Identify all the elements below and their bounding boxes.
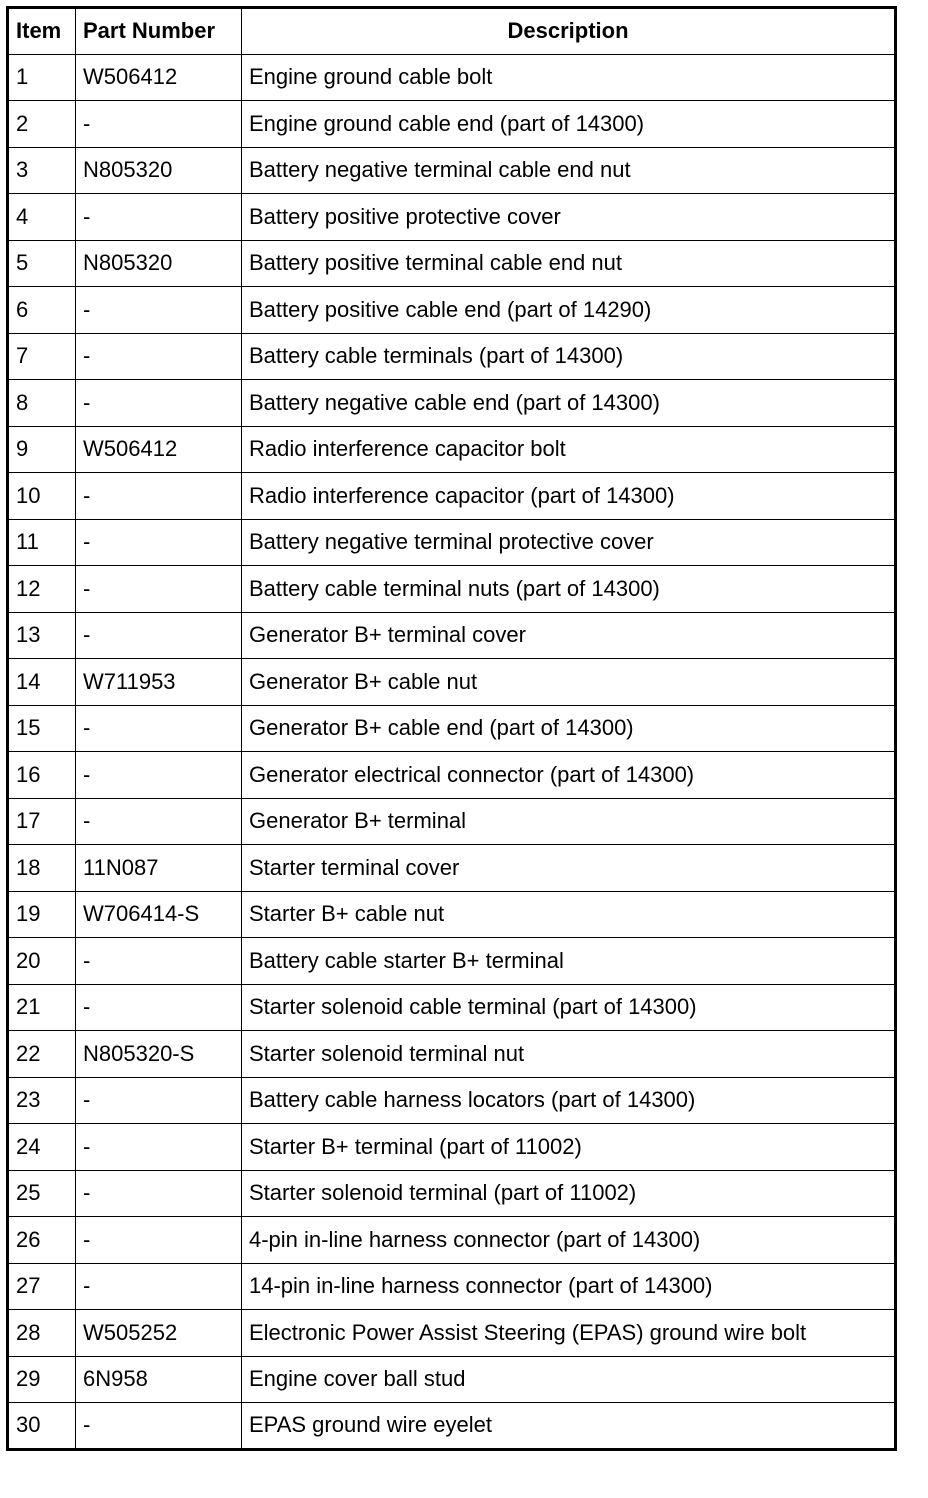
item-cell: 6: [8, 287, 76, 334]
part-number-cell: -: [76, 101, 242, 148]
table-row: [8, 380, 896, 427]
table-row: [8, 752, 896, 799]
table-row: [8, 1356, 896, 1403]
part-number-column-header: Part Number: [76, 8, 242, 55]
part-number-cell: N805320: [76, 147, 242, 194]
table-row: [8, 1403, 896, 1450]
item-cell: 1: [8, 54, 76, 101]
description-cell: 4-pin in-line harness connector (part of 14300): [242, 1217, 896, 1264]
description-cell: Radio interference capacitor (part of 14300): [242, 473, 896, 520]
table-row: [8, 1031, 896, 1078]
part-number-cell: -: [76, 1263, 242, 1310]
item-cell: 24: [8, 1124, 76, 1171]
part-number-cell: -: [76, 473, 242, 520]
item-cell: 17: [8, 798, 76, 845]
table-row: [8, 705, 896, 752]
description-cell: Starter B+ terminal (part of 11002): [242, 1124, 896, 1171]
table-row: [8, 566, 896, 613]
table-row: [8, 938, 896, 985]
description-cell: Battery negative cable end (part of 14300): [242, 380, 896, 427]
table-row: [8, 1124, 896, 1171]
item-cell: 12: [8, 566, 76, 613]
description-cell: Starter B+ cable nut: [242, 891, 896, 938]
item-cell: 21: [8, 984, 76, 1031]
description-column-header: Description: [242, 8, 896, 55]
description-cell: Engine ground cable bolt: [242, 54, 896, 101]
part-number-cell: -: [76, 333, 242, 380]
part-number-cell: -: [76, 752, 242, 799]
table-row: [8, 1310, 896, 1357]
part-number-cell: -: [76, 1217, 242, 1264]
part-number-cell: -: [76, 380, 242, 427]
item-cell: 16: [8, 752, 76, 799]
description-cell: Battery cable terminals (part of 14300): [242, 333, 896, 380]
description-cell: Generator B+ cable nut: [242, 659, 896, 706]
table-row: [8, 659, 896, 706]
item-cell: 19: [8, 891, 76, 938]
item-cell: 25: [8, 1170, 76, 1217]
part-number-cell: -: [76, 1077, 242, 1124]
description-cell: EPAS ground wire eyelet: [242, 1403, 896, 1450]
item-cell: 29: [8, 1356, 76, 1403]
header-row: [8, 8, 896, 55]
item-cell: 11: [8, 519, 76, 566]
item-cell: 23: [8, 1077, 76, 1124]
description-cell: Radio interference capacitor bolt: [242, 426, 896, 473]
description-cell: Electronic Power Assist Steering (EPAS) ground wire bolt: [242, 1310, 896, 1357]
table-row: [8, 1170, 896, 1217]
item-cell: 9: [8, 426, 76, 473]
part-number-cell: 6N958: [76, 1356, 242, 1403]
part-number-cell: W506412: [76, 426, 242, 473]
part-number-cell: N805320: [76, 240, 242, 287]
description-cell: Starter solenoid terminal (part of 11002): [242, 1170, 896, 1217]
table-row: [8, 473, 896, 520]
description-cell: Generator B+ terminal cover: [242, 612, 896, 659]
table-row: [8, 101, 896, 148]
part-number-cell: -: [76, 1124, 242, 1171]
item-column-header: Item: [8, 8, 76, 55]
part-number-cell: -: [76, 194, 242, 241]
item-cell: 4: [8, 194, 76, 241]
part-number-cell: 11N087: [76, 845, 242, 892]
item-cell: 2: [8, 101, 76, 148]
description-cell: Battery positive terminal cable end nut: [242, 240, 896, 287]
description-cell: Battery cable harness locators (part of 14300): [242, 1077, 896, 1124]
item-cell: 5: [8, 240, 76, 287]
description-cell: Battery positive cable end (part of 14290): [242, 287, 896, 334]
item-cell: 13: [8, 612, 76, 659]
item-cell: 20: [8, 938, 76, 985]
item-cell: 18: [8, 845, 76, 892]
part-number-cell: -: [76, 566, 242, 613]
table-body: [8, 54, 896, 1449]
item-cell: 8: [8, 380, 76, 427]
table-row: [8, 1217, 896, 1264]
table-row: [8, 612, 896, 659]
table-row: [8, 333, 896, 380]
part-number-cell: -: [76, 519, 242, 566]
part-number-cell: W505252: [76, 1310, 242, 1357]
item-cell: 30: [8, 1403, 76, 1450]
item-cell: 26: [8, 1217, 76, 1264]
parts-table: [6, 6, 897, 1451]
part-number-cell: W711953: [76, 659, 242, 706]
table-row: [8, 426, 896, 473]
description-cell: Battery negative terminal cable end nut: [242, 147, 896, 194]
part-number-cell: -: [76, 612, 242, 659]
table-row: [8, 845, 896, 892]
table-row: [8, 891, 896, 938]
item-cell: 3: [8, 147, 76, 194]
part-number-cell: -: [76, 1170, 242, 1217]
part-number-cell: N805320-S: [76, 1031, 242, 1078]
table-row: [8, 240, 896, 287]
description-cell: Generator B+ terminal: [242, 798, 896, 845]
part-number-cell: W506412: [76, 54, 242, 101]
description-cell: Battery cable terminal nuts (part of 14300): [242, 566, 896, 613]
description-cell: Engine cover ball stud: [242, 1356, 896, 1403]
description-cell: Engine ground cable end (part of 14300): [242, 101, 896, 148]
part-number-cell: -: [76, 705, 242, 752]
item-cell: 10: [8, 473, 76, 520]
description-cell: Starter solenoid cable terminal (part of 14300): [242, 984, 896, 1031]
table-row: [8, 1077, 896, 1124]
table-row: [8, 984, 896, 1031]
description-cell: Battery positive protective cover: [242, 194, 896, 241]
description-cell: Generator B+ cable end (part of 14300): [242, 705, 896, 752]
table-row: [8, 54, 896, 101]
table-header: [8, 8, 896, 55]
part-number-cell: -: [76, 984, 242, 1031]
item-cell: 28: [8, 1310, 76, 1357]
table-row: [8, 147, 896, 194]
description-cell: Generator electrical connector (part of 14300): [242, 752, 896, 799]
part-number-cell: -: [76, 287, 242, 334]
description-cell: 14-pin in-line harness connector (part of 14300): [242, 1263, 896, 1310]
part-number-cell: W706414-S: [76, 891, 242, 938]
table-row: [8, 287, 896, 334]
description-cell: Battery negative terminal protective cover: [242, 519, 896, 566]
table-row: [8, 519, 896, 566]
description-cell: Starter solenoid terminal nut: [242, 1031, 896, 1078]
description-cell: Starter terminal cover: [242, 845, 896, 892]
part-number-cell: -: [76, 798, 242, 845]
item-cell: 22: [8, 1031, 76, 1078]
item-cell: 15: [8, 705, 76, 752]
table-row: [8, 1263, 896, 1310]
part-number-cell: -: [76, 1403, 242, 1450]
item-cell: 14: [8, 659, 76, 706]
part-number-cell: -: [76, 938, 242, 985]
item-cell: 27: [8, 1263, 76, 1310]
description-cell: Battery cable starter B+ terminal: [242, 938, 896, 985]
item-cell: 7: [8, 333, 76, 380]
table-row: [8, 194, 896, 241]
table-row: [8, 798, 896, 845]
